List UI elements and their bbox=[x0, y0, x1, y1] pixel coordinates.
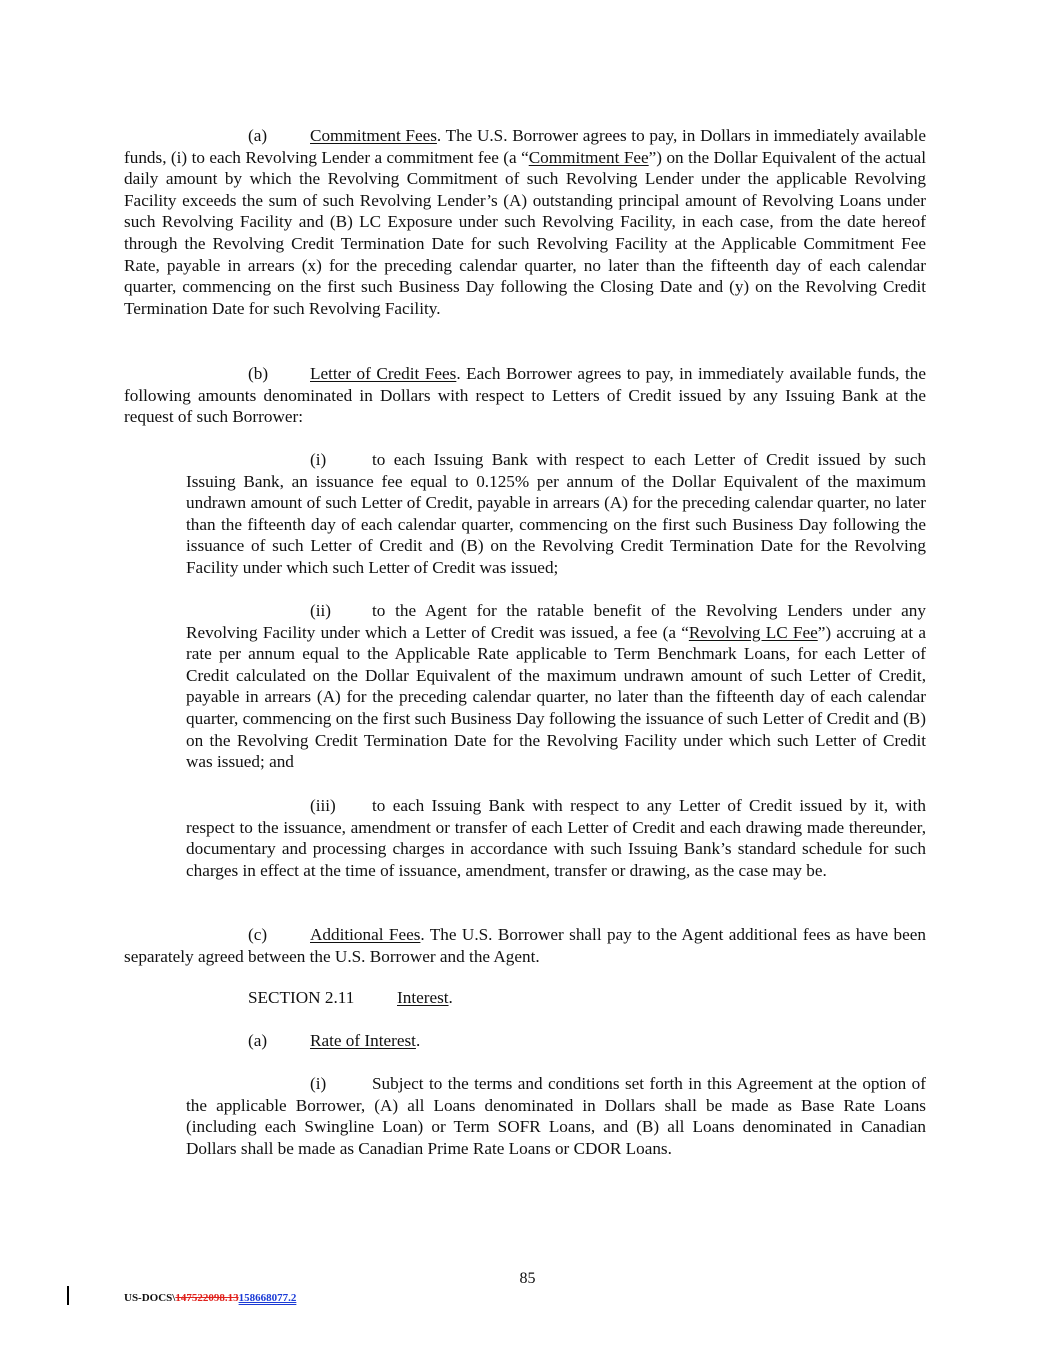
defined-term: Revolving LC Fee bbox=[688, 622, 818, 642]
paragraph-additional-fees: (c) Additional Fees. The U.S. Borrower shall pay to the Agent additional fees as have been separately agreed between the U.S. Borrower and the Agent. bbox=[124, 925, 926, 966]
change-bar bbox=[67, 1286, 69, 1305]
doc-prefix: US-DOCS\ bbox=[124, 1292, 176, 1304]
clause-label: (a) bbox=[248, 1031, 268, 1050]
clause-heading: Letter of Credit Fees bbox=[310, 364, 457, 383]
document-id-footer bbox=[124, 1288, 296, 1310]
subsection-heading: (a) Rate of Interest. bbox=[248, 1031, 421, 1050]
clause-label: (iii) bbox=[310, 796, 336, 815]
section-number: SECTION 2.11 bbox=[248, 988, 355, 1007]
clause-label: (ii) bbox=[310, 601, 331, 620]
clause-label: (c) bbox=[248, 925, 268, 944]
defined-term: Commitment Fee bbox=[528, 147, 649, 167]
inserted-doc-id: 158668077.2 bbox=[238, 1292, 297, 1304]
subparagraph-revolving-lc-fee: (ii) to the Agent for the ratable benefit of the Revolving Lenders under any Revolving Facility under which a Letter of Credit was issued, a fee (a “Revolving LC Fee”) accruing at a rate per annum equal to the Applicable Rate applicable to Term Benchmark Loans, for each Letter of Credit calculated on the Dollar Equivalent of the maximum undrawn amount of such Letter of Credit, payable in arrears (A) for the preceding calendar quarter, no later than the fifteenth day of each calendar quarter, commencing on the first such Business Day following the issuance of such Letter of Credit and (B) on the Revolving Credit Termination Date for the Revolving Facility under which such Letter of Credit was issued; and bbox=[186, 601, 926, 772]
clause-heading: Commitment Fees bbox=[310, 126, 437, 145]
page-number: 85 bbox=[519, 1270, 536, 1287]
clause-heading: Additional Fees bbox=[310, 925, 421, 944]
section-heading: SECTION 2.11 Interest. bbox=[248, 988, 453, 1007]
paragraph-letter-of-credit-fees: (b) Letter of Credit Fees. Each Borrower agrees to pay, in immediately available funds, the following amounts denominated in Dollars with respect to Letters of Credit issued by any Issuing Bank at the request of such Borrower: bbox=[124, 364, 926, 427]
paragraph-commitment-fees: (a) Commitment Fees. The U.S. Borrower agrees to pay, in Dollars in immediately available funds, (i) to each Revolving Lender a commitment fee (a “Commitment Fee”) on the Dollar Equivalent of the actual daily amount by which the Revolving Commitment of such Revolving Lender under the applicable Revolving Facility exceeds the sum of such Revolving Lender’s (A) outstanding principal amount of Revolving Loans under such Revolving Facility and (B) LC Exposure under such Revolving Facility, in each case, from the date hereof through the Revolving Credit Termination Date for such Revolving Facility at the Applicable Commitment Fee Rate, payable in arrears (x) for the preceding calendar quarter, no later than the fifteenth day of each calendar quarter, commencing on the first such Business Day following the Closing Date and (y) on the Revolving Credit Termination Date for such Revolving Facility. bbox=[124, 126, 927, 318]
subparagraph-issuance-fee: (i) to each Issuing Bank with respect to each Letter of Credit issued by such Issuing Bank, an issuance fee equal to 0.125% per annum of the Dollar Equivalent of the maximum undrawn amount of such Letter of Credit, payable in arrears (A) for the preceding calendar quarter, no later than the fifteenth day of each calendar quarter, commencing on the first such Business Day following the issuance of such Letter of Credit and (B) on the Revolving Credit Termination Date for the Revolving Facility under which such Letter of Credit was issued; bbox=[186, 450, 926, 577]
clause-label: (i) bbox=[310, 450, 327, 469]
clause-label: (i) bbox=[310, 1074, 327, 1093]
subparagraph-processing-charges: (iii) to each Issuing Bank with respect to any Letter of Credit issued by it, with respect to the issuance, amendment or transfer of each Letter of Credit and each drawing made thereunder, documentary and processing charges in accordance with such Issuing Bank’s standard schedule for such charges in effect at the time of issuance, amendment, transfer or drawing, as the case may be. bbox=[186, 796, 926, 880]
clause-label: (b) bbox=[248, 364, 269, 383]
section-title: Interest bbox=[397, 988, 449, 1007]
subparagraph-loan-types: (i) Subject to the terms and conditions set forth in this Agreement at the option of the applicable Borrower, (A) all Loans denominated in Dollars shall be made as Base Rate Loans (including each Swingline Loan) or Term SOFR Loans, and (B) all Loans denominated in Canadian Dollars shall be made as Canadian Prime Rate Loans or CDOR Loans. bbox=[186, 1074, 926, 1158]
deleted-doc-id: 147522098.13 bbox=[175, 1292, 239, 1304]
clause-label: (a) bbox=[248, 126, 268, 145]
clause-heading: Rate of Interest bbox=[310, 1031, 416, 1050]
